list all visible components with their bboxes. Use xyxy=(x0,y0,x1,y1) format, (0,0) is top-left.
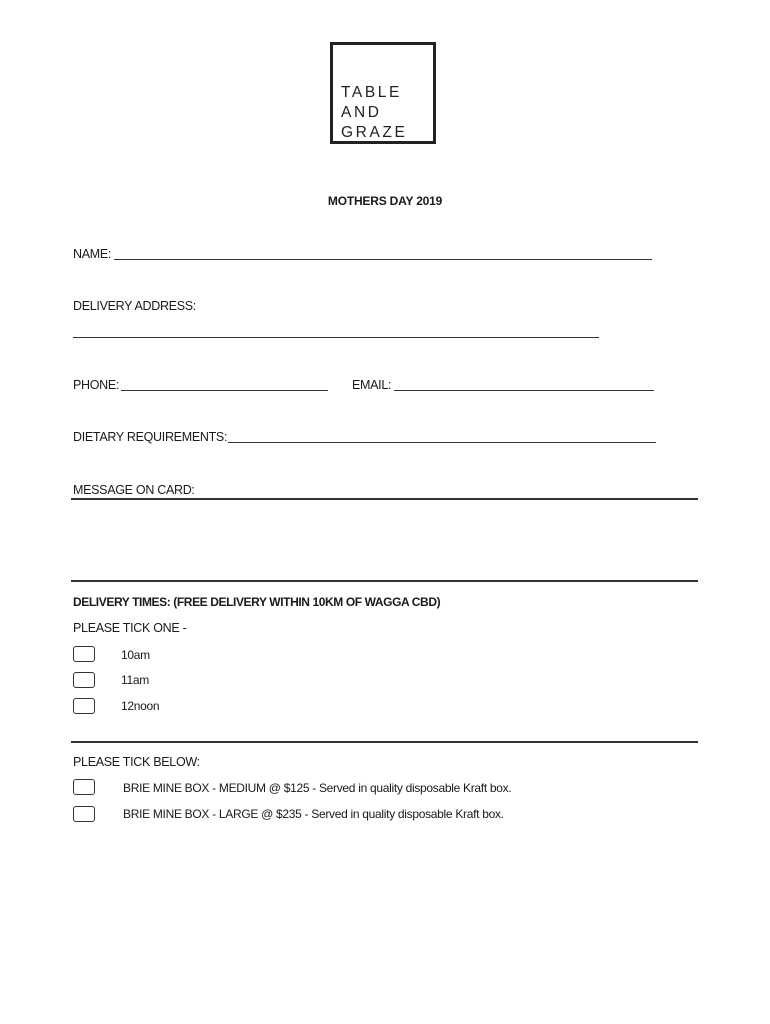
logo-line-3: GRAZE xyxy=(341,124,408,141)
divider xyxy=(71,580,698,582)
delivery-instruction: PLEASE TICK ONE - xyxy=(73,621,187,635)
option-label-10am: 10am xyxy=(121,648,150,662)
delivery-times-heading: DELIVERY TIMES: (FREE DELIVERY WITHIN 10KM OF WAGGA CBD) xyxy=(73,595,441,609)
option-label-12noon: 12noon xyxy=(121,699,160,713)
name-field[interactable] xyxy=(114,259,652,260)
option-label-medium-box: BRIE MINE BOX - MEDIUM @ $125 - Served in quality disposable Kraft box. xyxy=(123,781,512,795)
phone-label: PHONE: xyxy=(73,378,120,392)
checkbox-12noon[interactable] xyxy=(73,698,95,714)
delivery-address-label: DELIVERY ADDRESS: xyxy=(73,299,196,313)
message-on-card-label: MESSAGE ON CARD: xyxy=(73,483,195,497)
name-label: NAME: xyxy=(73,247,112,261)
logo-line-1: TABLE xyxy=(341,84,402,101)
delivery-address-field[interactable] xyxy=(73,337,599,338)
box-instruction: PLEASE TICK BELOW: xyxy=(73,755,200,769)
checkbox-11am[interactable] xyxy=(73,672,95,688)
checkbox-medium-box[interactable] xyxy=(73,779,95,795)
logo-line-2: AND xyxy=(341,104,382,121)
option-label-11am: 11am xyxy=(121,673,149,687)
email-field[interactable] xyxy=(394,390,654,391)
page-title: MOTHERS DAY 2019 xyxy=(327,194,443,208)
dietary-requirements-field[interactable] xyxy=(228,442,656,443)
email-label: EMAIL: xyxy=(352,378,392,392)
checkbox-large-box[interactable] xyxy=(73,806,95,822)
divider xyxy=(71,741,698,743)
phone-field[interactable] xyxy=(121,390,328,391)
message-on-card-field[interactable] xyxy=(71,500,698,580)
dietary-requirements-label: DIETARY REQUIREMENTS: xyxy=(73,430,228,444)
option-label-large-box: BRIE MINE BOX - LARGE @ $235 - Served in quality disposable Kraft box. xyxy=(123,807,504,821)
checkbox-10am[interactable] xyxy=(73,646,95,662)
logo xyxy=(330,42,436,144)
